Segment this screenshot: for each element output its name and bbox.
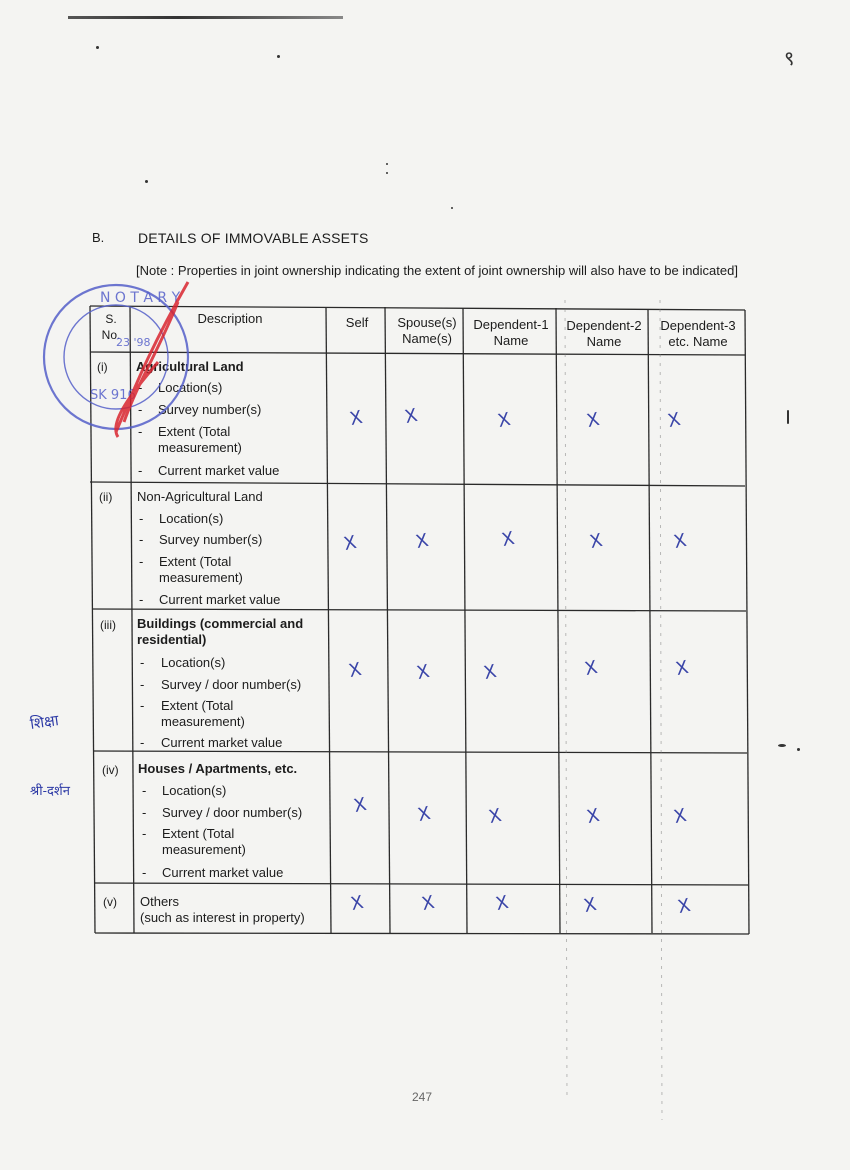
page-number: 247 bbox=[412, 1090, 433, 1104]
bullet-dash: - bbox=[138, 380, 143, 395]
self-cross-mark: X bbox=[341, 531, 359, 556]
notary-stamp bbox=[38, 272, 208, 452]
bullet-dash: - bbox=[140, 735, 145, 750]
section-note: [Note : Properties in joint ownership indicating the extent of joint ownership will also have to be indicated] bbox=[136, 263, 738, 278]
header-sno: S. No. bbox=[101, 312, 121, 342]
spouse-cross-mark: X bbox=[413, 529, 431, 554]
bullet-dash: - bbox=[140, 698, 145, 713]
spouse-cross-mark: X bbox=[419, 891, 437, 916]
scan-speck bbox=[797, 748, 800, 751]
self-cross-mark: X bbox=[346, 658, 364, 683]
bullet-dash: - bbox=[138, 463, 143, 478]
row-item: Current market value bbox=[161, 735, 283, 750]
row-item: Extent (Total measurement) bbox=[158, 424, 242, 455]
row-sno: (i) bbox=[97, 360, 108, 374]
header-description: Description bbox=[197, 311, 263, 326]
row-category: Buildings (commercial and residential) bbox=[137, 616, 304, 647]
spouse-cross-mark: X bbox=[414, 660, 432, 685]
row-item: Survey / door number(s) bbox=[161, 677, 302, 692]
row-item: Location(s) bbox=[159, 511, 224, 526]
row-item: Extent (Total measurement) bbox=[159, 554, 243, 585]
stamp-text: SK 916 bbox=[90, 388, 136, 403]
margin-date-note: श्री-दर्शन bbox=[30, 784, 70, 799]
header-spouse: Spouse(s) Name(s) bbox=[397, 315, 457, 346]
scan-speck bbox=[277, 55, 280, 58]
row-category: Houses / Apartments, etc. bbox=[138, 761, 298, 776]
dependent-1-cross-mark: X bbox=[486, 804, 504, 829]
spouse-cross-mark: X bbox=[415, 802, 433, 827]
header-dependent-2: Dependent-2 Name bbox=[566, 318, 642, 349]
self-cross-mark: X bbox=[347, 406, 365, 431]
bullet-dash: - bbox=[142, 826, 147, 841]
scan-speck bbox=[386, 172, 388, 174]
self-cross-mark: X bbox=[351, 793, 369, 818]
dependent-2-cross-mark: X bbox=[584, 804, 602, 829]
stamp-text: N O T A R Y bbox=[100, 290, 181, 306]
dependent-1-cross-mark: X bbox=[481, 660, 499, 685]
row-sno: (v) bbox=[103, 895, 117, 909]
row-item: Survey number(s) bbox=[158, 402, 262, 417]
self-cross-mark: X bbox=[348, 891, 366, 916]
row-item: Location(s) bbox=[162, 783, 227, 798]
bullet-dash: - bbox=[138, 402, 143, 417]
page-corner-number: ९ bbox=[784, 46, 795, 70]
dependent-3-cross-mark: X bbox=[673, 656, 691, 681]
row-sno: (iv) bbox=[102, 763, 119, 777]
row-item: Current market value bbox=[162, 865, 284, 880]
row-item: Current market value bbox=[159, 592, 281, 607]
bullet-dash: - bbox=[139, 532, 144, 547]
header-dependent-3: Dependent-3 etc. Name bbox=[660, 318, 736, 349]
scan-speck bbox=[386, 163, 388, 165]
dependent-1-cross-mark: X bbox=[499, 527, 517, 552]
dependent-2-cross-mark: X bbox=[587, 529, 605, 554]
row-category: Agricultural Land bbox=[136, 359, 244, 374]
dependent-3-cross-mark: X bbox=[665, 408, 683, 433]
dependent-2-cross-mark: X bbox=[584, 408, 602, 433]
row-item: Survey number(s) bbox=[159, 532, 263, 547]
bullet-dash: - bbox=[140, 655, 145, 670]
header-dependent-1: Dependent-1 Name bbox=[473, 317, 549, 348]
row-item: Location(s) bbox=[158, 380, 223, 395]
row-sno: (ii) bbox=[99, 490, 113, 504]
stamp-text: 23 '98 bbox=[116, 336, 151, 349]
margin-signature: शिक्षा bbox=[28, 711, 60, 733]
dependent-3-cross-mark: X bbox=[671, 529, 689, 554]
section-letter: B. bbox=[92, 230, 105, 245]
spouse-cross-mark: X bbox=[402, 404, 420, 429]
dependent-1-cross-mark: X bbox=[493, 891, 511, 916]
bullet-dash: - bbox=[140, 677, 145, 692]
row-item: Extent (Total measurement) bbox=[162, 826, 246, 857]
row-category: Non-Agricultural Land bbox=[137, 489, 263, 504]
scan-speck bbox=[96, 46, 99, 49]
row-subtext: (such as interest in property) bbox=[140, 910, 305, 925]
top-rule bbox=[68, 16, 343, 19]
row-item: Extent (Total measurement) bbox=[161, 698, 245, 729]
dependent-3-cross-mark: X bbox=[675, 894, 693, 919]
bullet-dash: - bbox=[139, 592, 144, 607]
dependent-2-cross-mark: X bbox=[581, 893, 599, 918]
row-category: Others bbox=[140, 894, 180, 909]
bullet-dash: - bbox=[142, 783, 147, 798]
scan-speck bbox=[451, 207, 453, 209]
section-title: DETAILS OF IMMOVABLE ASSETS bbox=[138, 230, 369, 246]
row-sno: (iii) bbox=[100, 618, 116, 632]
bullet-dash: - bbox=[142, 865, 147, 880]
scan-speck bbox=[778, 744, 786, 747]
row-item: Survey / door number(s) bbox=[162, 805, 303, 820]
scan-speck bbox=[145, 180, 148, 183]
dependent-2-cross-mark: X bbox=[582, 656, 600, 681]
bullet-dash: - bbox=[139, 554, 144, 569]
bullet-dash: - bbox=[139, 511, 144, 526]
bullet-dash: - bbox=[138, 424, 143, 439]
dependent-1-cross-mark: X bbox=[495, 408, 513, 433]
row-item: Current market value bbox=[158, 463, 280, 478]
dependent-3-cross-mark: X bbox=[671, 804, 689, 829]
row-item: Location(s) bbox=[161, 655, 226, 670]
scan-speck bbox=[787, 410, 789, 424]
bullet-dash: - bbox=[142, 805, 147, 820]
header-self: Self bbox=[345, 315, 369, 330]
